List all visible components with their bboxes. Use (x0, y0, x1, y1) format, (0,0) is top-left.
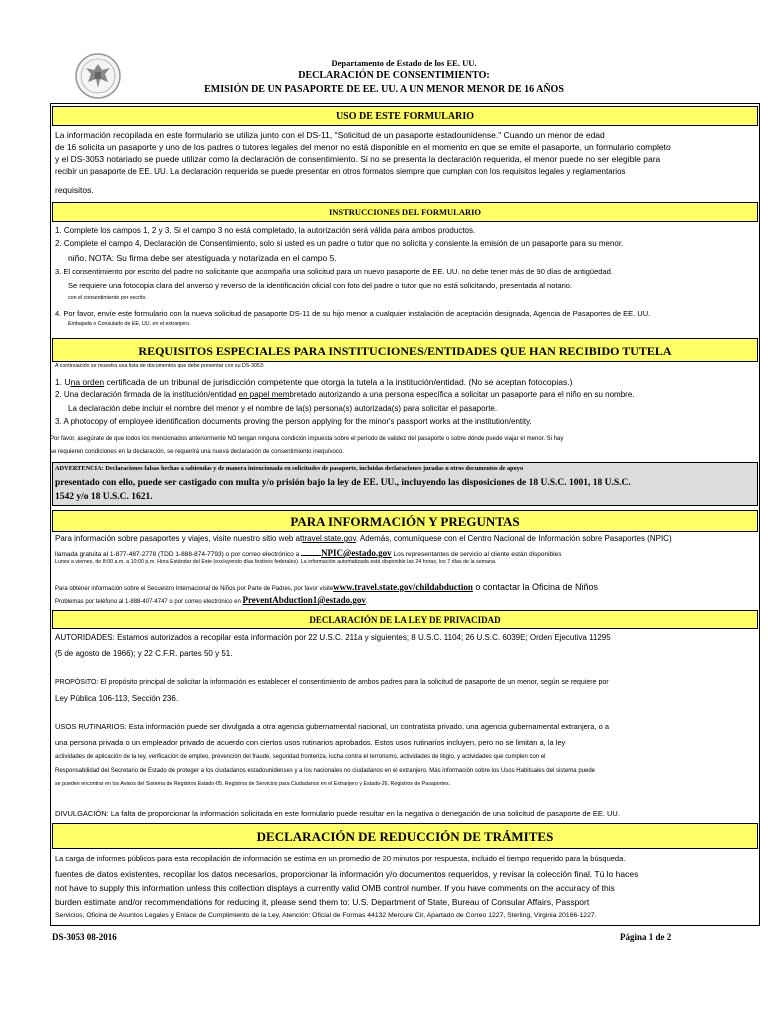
req-item-3: 3. A photocopy of employee identification documents proving the person applying for the minor's passport works at the institution/entity. (55, 417, 532, 426)
instr-heading: INSTRUCCIONES DEL FORMULARIO (52, 202, 758, 222)
uso-line-3: y el DS-3053 notariado se puede utilizar como la declaración de consentimiento. Si no se presenta la declaración requerida, el menor puede no ser elegible para (55, 154, 661, 164)
advert-line-3: 1542 y/o 18 U.S.C. 1621. (55, 492, 153, 502)
childabduction-link[interactable]: www.travel.state.gov/childabduction (333, 582, 473, 592)
priv-proposito-1: PROPÓSITO: El propósito principal de solicitar la información es establecer el consentimiento de ambos padres para la solicitud de pasaporte de un menor, según se requiere por (55, 679, 609, 686)
red-line-5: Servicios, Oficina de Asuntos Legales y Enlace de Cumplimiento de la Ley, Atención: Oficial de Formas 44132 Mercure Cir, Apartado de Correo 1227, Sterling, Virginia 20166-1227. (55, 912, 597, 919)
form-number: DS-3053 08-2016 (52, 932, 117, 942)
instr-item-2b: niño. NOTA: Su firma debe ser atestiguada y notarizada en el campo 5. (68, 253, 337, 263)
red-line-4: burden estimate and/or recommendations for reducing it, please send them to: U.S. Department of State, Bureau of Consular Affairs, Passport (55, 897, 590, 907)
req-note-2: se requieren condiciones en la declaración, se requerirá una nueva declaración de consentimiento inequívoco. (50, 449, 344, 455)
npic-email-link[interactable]: NPIC@estado.gov (321, 548, 392, 558)
info-line-4: Para obtener información sobre el Secuestro Internacional de Niños por Parte de Padres, por favor visitewww.travel.state.gov/childabduction o contactar la Oficina de Niños (55, 582, 598, 592)
info-heading: PARA INFORMACIÓN Y PREGUNTAS (52, 510, 758, 532)
req-note-1: Por favor, asegúrate de que todos los mencionados anteriormente NO tengan ninguna condición impuesta sobre el período de validez del pasaporte o sobre dónde puede viajar el menor. Si hay (50, 436, 564, 442)
instr-item-3b: Se requiere una fotocopia clara del anverso y reverso de la identificación oficial con foto del padre o tutor que no está solicitando, presentada al notario. (68, 281, 573, 290)
priv-usos-3: actividades de aplicación de la ley, verificación de empleo, prevención del fraude, seguridad fronteriza, lucha contra el terrorismo, actividades de litigio, y actividades que cumplen con el (55, 754, 546, 760)
info-line-3: Lunes a viernes, de 8:00 a.m. a 10:00 p.m. Hora Estándar del Este (excluyendo días festivos federales). La información automatizada está disponible las 24 horas, los 7 días de la semana. (55, 559, 497, 565)
priv-usos-2: una persona privada o un empleador privado de acuerdo con ciertos usos rutinarios aprobados. Estos usos rutinarios incluyen, pero no se limitan a, la ley (55, 738, 566, 747)
info-line-1: Para información sobre pasaportes y viajes, visite nuestro sitio web attravel.state.gov. Además, comuníquese con el Centro Nacional de Información sobre Pasaportes (NPIC) (55, 534, 672, 543)
priv-usos-4: Responsabilidad del Secretario de Estado de proteger a los ciudadanos estadounidenses y a los nacionales no ciudadanos en el extranjero. Más información sobre los Usos Habituales del sistema puede (55, 768, 595, 774)
uso-line-2: de 16 solicita un pasaporte y uno de los padres o tutores legales del menor no está disponible en el momento en que se emite el pasaporte, un formulario completo (55, 142, 671, 152)
instr-item-3c: con el consentimiento por escrito. (68, 295, 147, 301)
department-name: Departamento de Estado de los EE. UU. (331, 58, 477, 68)
priv-usos-5: se pueden encontrar en los Avisos del Sistema de Registros Estado-05, Registros de Servicios para Ciudadanos en el Extranjero y Estado-26, Registros de Pasaportes. (55, 781, 451, 787)
instr-item-4b: Embajada o Consulado de EE. UU. en el extranjero. (68, 321, 191, 327)
info-line-2: llamada gratuita al 1-877-487-2778 (TDD 1-888-874-7793) o por correo electrónico a NPIC@estado.gov Los representantes de servicio al cliente están disponibles (55, 548, 562, 558)
uso-heading: USO DE ESTE FORMULARIO (52, 106, 758, 126)
req-item-2c: La declaración debe incluir el nombre del menor y el nombre de la(s) persona(s) autorizada(s) para solicitar el pasaporte. (68, 404, 498, 413)
red-line-1: La carga de informes públicos para esta recopilación de información se estima en un promedio de 20 minutos por respuesta, incluido el tiempo requerido para la búsqueda. (55, 854, 626, 863)
req-intro: A continuación se muestra una lista de documentos que debe presentar con su DS-3053: (55, 363, 265, 369)
uso-line-5: requisitos. (55, 185, 94, 195)
travel-state-gov-link[interactable]: travel.state.gov (302, 534, 356, 543)
red-line-3: not have to supply this information unless this collection displays a currently valid OMB control number. If you have comments on the accuracy of this (55, 883, 615, 893)
req-heading: REQUISITOS ESPECIALES PARA INSTITUCIONES/ENTIDADES QUE HAN RECIBIDO TUTELA (52, 338, 758, 362)
priv-heading: DECLARACIÓN DE LA LEY DE PRIVACIDAD (52, 610, 758, 629)
priv-autoridades-1: AUTORIDADES: Estamos autorizados a recopilar esta información por 22 U.S.C. 211a y siguientes; 8 U.S.C. 1104; 26 U.S.C. 6039E; Orden Ejecutiva 11295 (55, 633, 611, 642)
instr-item-4: 4. Por favor, envíe este formulario con la nueva solicitud de pasaporte DS-11 de su hijo menor a cualquier instalación de aceptación designada, Agencia de Pasaportes de EE. UU. (55, 309, 651, 318)
form-title: DECLARACIÓN DE CONSENTIMIENTO: (298, 70, 490, 81)
priv-autoridades-2: (5 de agosto de 1966); y 22 C.F.R. partes 50 y 51. (55, 649, 233, 658)
priv-usos-1: USOS RUTINARIOS: Esta información puede ser divulgada a otra agencia gubernamental nacional, un contratista privado, una agencia gubernamental extranjera, o a (55, 722, 610, 731)
prevent-abduction-email-link[interactable]: PreventAbduction1@estado.gov (242, 595, 366, 605)
uso-line-1: La información recopilada en este formulario se utiliza junto con el DS-11, "Solicitud de un pasaporte estadounidense." Cuando un menor de edad (55, 130, 605, 140)
req-item-2: 2. Una declaración firmada de la institución/entidad en papel membretado autorizando a una persona específica a solicitar un pasaporte para el niño en su nombre. (55, 390, 635, 399)
priv-proposito-2: Ley Pública 106-113, Sección 236. (55, 694, 179, 703)
red-heading: DECLARACIÓN DE REDUCCIÓN DE TRÁMITES (52, 823, 758, 849)
advert-line-1: ADVERTENCIA: Declaraciones falsas hechas a sabiendas y de manera intencionada en solicitudes de pasaporte, incluidas declaraciones juradas u otros documentos de apoyo (55, 465, 524, 472)
instr-item-3: 3. El consentimiento por escrito del padre no solicitante que acompaña una solicitud para un nuevo pasaporte de EE. UU. no debe tener más de 90 días de antigüedad. (55, 267, 613, 276)
form-subtitle: EMISIÓN DE UN PASAPORTE DE EE. UU. A UN MENOR MENOR DE 16 AÑOS (204, 84, 564, 95)
advert-line-2: presentado con ello, puede ser castigado con multa y/o prisión bajo la ley de EE. UU., incluyendo las disposiciones de 18 U.S.C. 1001, 18 U.S.C. (55, 478, 631, 488)
page-number: Página 1 de 2 (620, 932, 672, 942)
instr-item-1: 1. Complete los campos 1, 2 y 3. Si el campo 3 no está completado, la autorización será válida para ambos productos. (55, 226, 476, 235)
info-line-5: Problemas por teléfono al 1-888-407-4747 o por correo electrónico en PreventAbduction1@estado.gov. (55, 595, 368, 605)
red-line-2: fuentes de datos existentes, recopilar los datos necesarios, proporcionar la información y/o documentos requeridos, y revisar la colección final. Tú lo haces (55, 869, 639, 879)
req-item-1: 1. Una orden certificada de un tribunal de jurisdicción competente que otorga la tutela a la institución/entidad. (No se aceptan fotocopias.) (55, 377, 573, 387)
instr-item-2: 2. Complete el campo 4, Declaración de Consentimiento, solo si usted es un padre o tutor que no solicita y consiente la emisión de un pasaporte para su menor. (55, 239, 624, 248)
priv-divulgacion: DIVULGACIÓN: La falta de proporcionar la información solicitada en este formulario puede resultar en la negativa o denegación de una solicitud de pasaporte de EE. UU. (55, 809, 620, 818)
uso-line-4: recibir un pasaporte de EE. UU. La declaración requerida se puede presentar en otros formatos siempre que cumplan con los requisitos legales y reglamentarios (55, 167, 626, 176)
